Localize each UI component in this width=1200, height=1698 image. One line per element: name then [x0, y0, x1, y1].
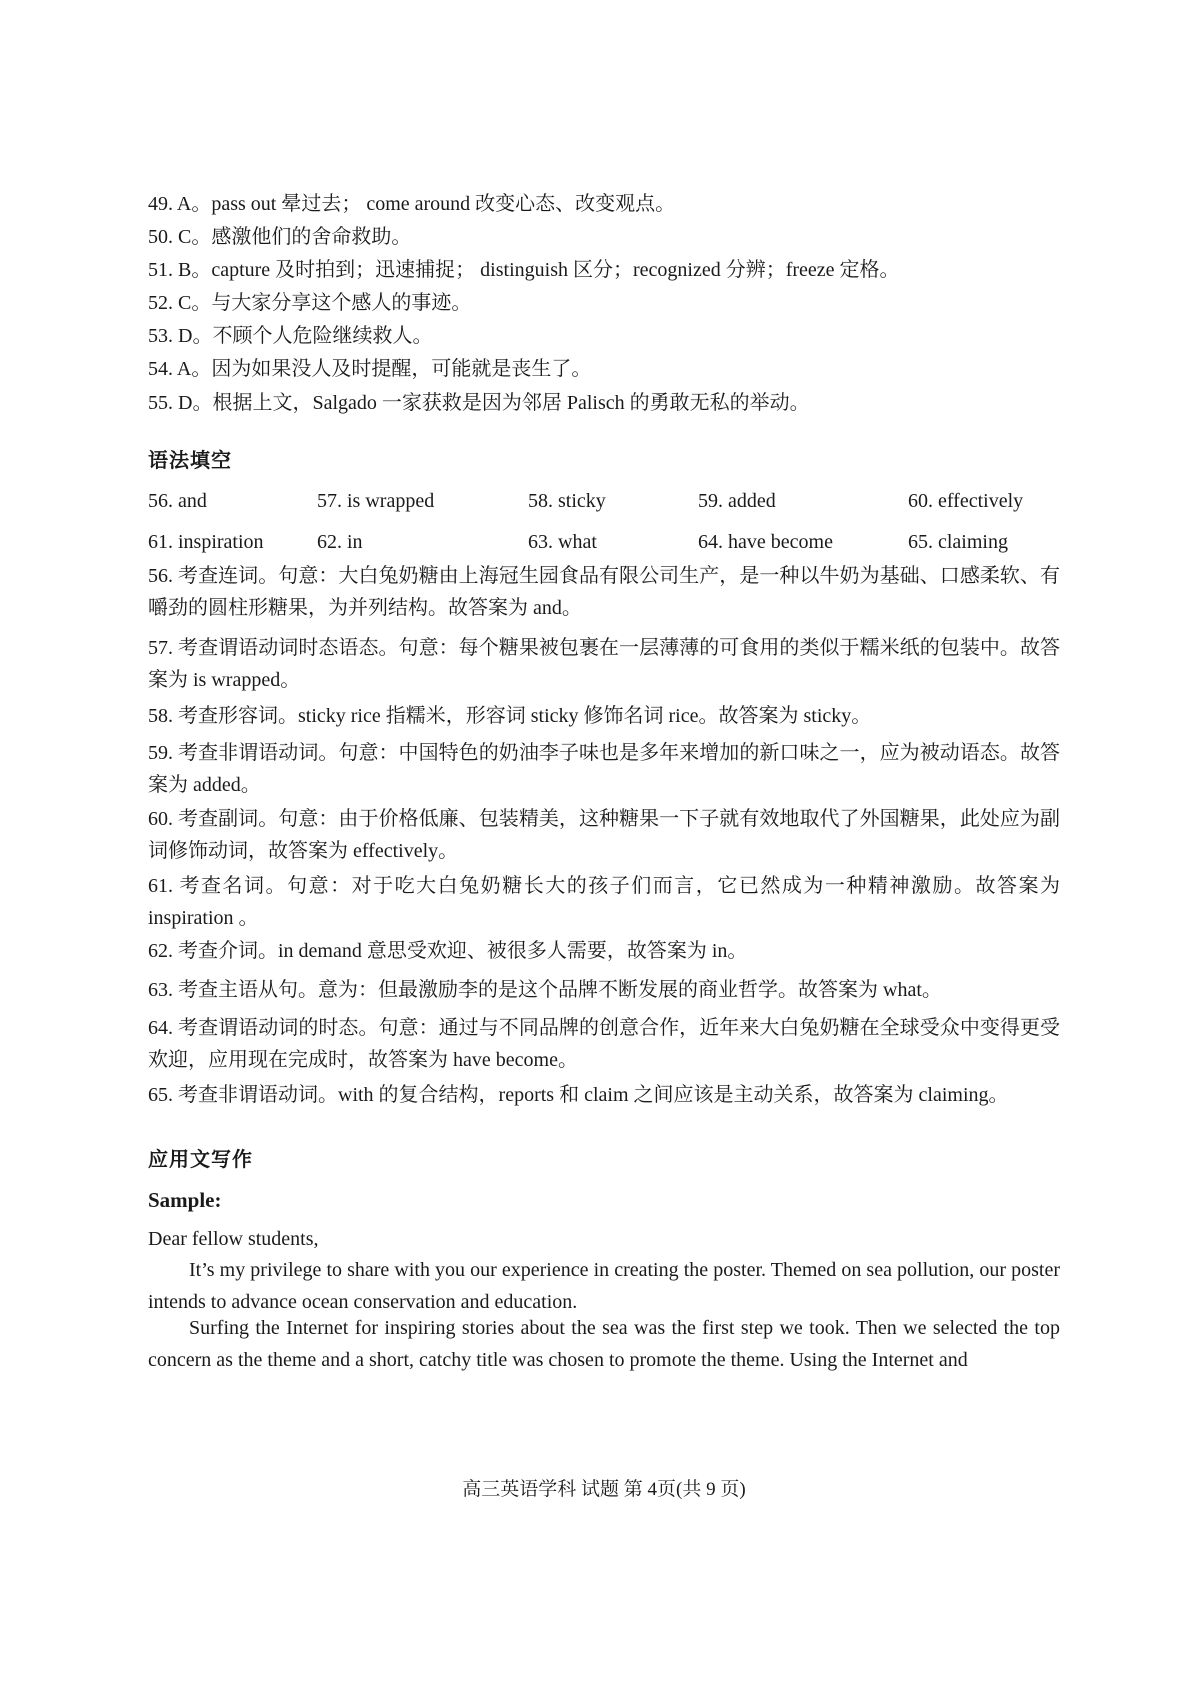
letter-salutation: Dear fellow students,	[148, 1228, 319, 1250]
grammar-answer-62: 62. in	[317, 531, 363, 553]
grammar-answer-61: 61. inspiration	[148, 531, 264, 553]
grammar-answer-63: 63. what	[528, 531, 597, 553]
grammar-explanation-58: 58. 考查形容词。sticky rice 指糯米，形容词 sticky 修饰名词 rice。故答案为 sticky。	[148, 705, 872, 727]
grammar-explanation-60: 60. 考查副词。句意：由于价格低廉、包装精美，这种糖果一下子就有效地取代了外国糖果，此处应为副词修饰动词，故答案为 effectively。	[148, 808, 1060, 862]
cloze-answer-50: 50. C。感激他们的舍命救助。	[148, 226, 412, 248]
cloze-answer-49: 49. A。pass out 晕过去； come around 改变心态、改变观点。	[148, 193, 676, 215]
answer-key-page	[148, 0, 1060, 1698]
grammar-answer-56: 56. and	[148, 490, 207, 512]
page-footer: 高三英语学科 试题 第 4页(共 9 页)	[462, 1479, 746, 1500]
cloze-answer-51: 51. B。capture 及时拍到；迅速捕捉； distinguish 区分；recognized 分辨；freeze 定格。	[148, 259, 900, 281]
cloze-answer-55: 55. D。根据上文，Salgado 一家获救是因为邻居 Palisch 的勇敢无私的举动。	[148, 392, 810, 414]
letter-paragraph-1: It’s my privilege to share with you our experience in creating the poster. Themed on sea pollution, our poster intends to advance ocean conservation and education.	[148, 1259, 1060, 1313]
grammar-explanation-57: 57. 考查谓语动词时态语态。句意：每个糖果被包裹在一层薄薄的可食用的类似于糯米纸的包装中。故答案为 is wrapped。	[148, 637, 1060, 691]
grammar-explanation-61: 61. 考查名词。句意：对于吃大白兔奶糖长大的孩子们而言，它已然成为一种精神激励。故答案为 inspiration 。	[148, 875, 1060, 929]
grammar-explanation-63: 63. 考查主语从句。意为：但最激励李的是这个品牌不断发展的商业哲学。故答案为 what。	[148, 979, 942, 1001]
grammar-answer-grid	[148, 489, 1060, 571]
letter-paragraph-2: Surfing the Internet for inspiring stories about the sea was the first step we took. Then we selected the top concern as the theme and a short, catchy title was chosen to promote the theme. Using the Internet and	[148, 1317, 1060, 1371]
grammar-explanation-56: 56. 考查连词。句意：大白兔奶糖由上海冠生园食品有限公司生产，是一种以牛奶为基础、口感柔软、有嚼劲的圆柱形糖果，为并列结构。故答案为 and。	[148, 565, 1060, 619]
grammar-answer-59: 59. added	[698, 490, 776, 512]
grammar-explanation-59: 59. 考查非谓语动词。句意：中国特色的奶油李子味也是多年来增加的新口味之一，应为被动语态。故答案为 added。	[148, 742, 1060, 796]
grammar-answer-65: 65. claiming	[908, 531, 1008, 553]
grammar-answer-row	[148, 489, 1060, 530]
writing-section-heading: 应用文写作	[148, 1147, 253, 1171]
cloze-answer-52: 52. C。与大家分享这个感人的事迹。	[148, 292, 472, 314]
grammar-answer-60: 60. effectively	[908, 490, 1024, 512]
grammar-explanation-65: 65. 考查非谓语动词。with 的复合结构，reports 和 claim 之间应该是主动关系，故答案为 claiming。	[148, 1084, 1009, 1106]
cloze-answer-53: 53. D。不顾个人危险继续救人。	[148, 325, 433, 347]
grammar-explanation-64: 64. 考查谓语动词的时态。句意：通过与不同品牌的创意合作，近年来大白兔奶糖在全球受众中变得更受欢迎，应用现在完成时，故答案为 have become。	[148, 1017, 1060, 1071]
grammar-answer-58: 58. sticky	[528, 490, 606, 512]
grammar-section-heading: 语法填空	[148, 448, 232, 472]
grammar-answer-57: 57. is wrapped	[317, 490, 435, 512]
grammar-explanation-62: 62. 考查介词。in demand 意思受欢迎、被很多人需要，故答案为 in。	[148, 940, 748, 962]
sample-label: Sample:	[148, 1188, 222, 1212]
grammar-answer-64: 64. have become	[698, 531, 833, 553]
cloze-answer-54: 54. A。因为如果没人及时提醒，可能就是丧生了。	[148, 358, 592, 380]
